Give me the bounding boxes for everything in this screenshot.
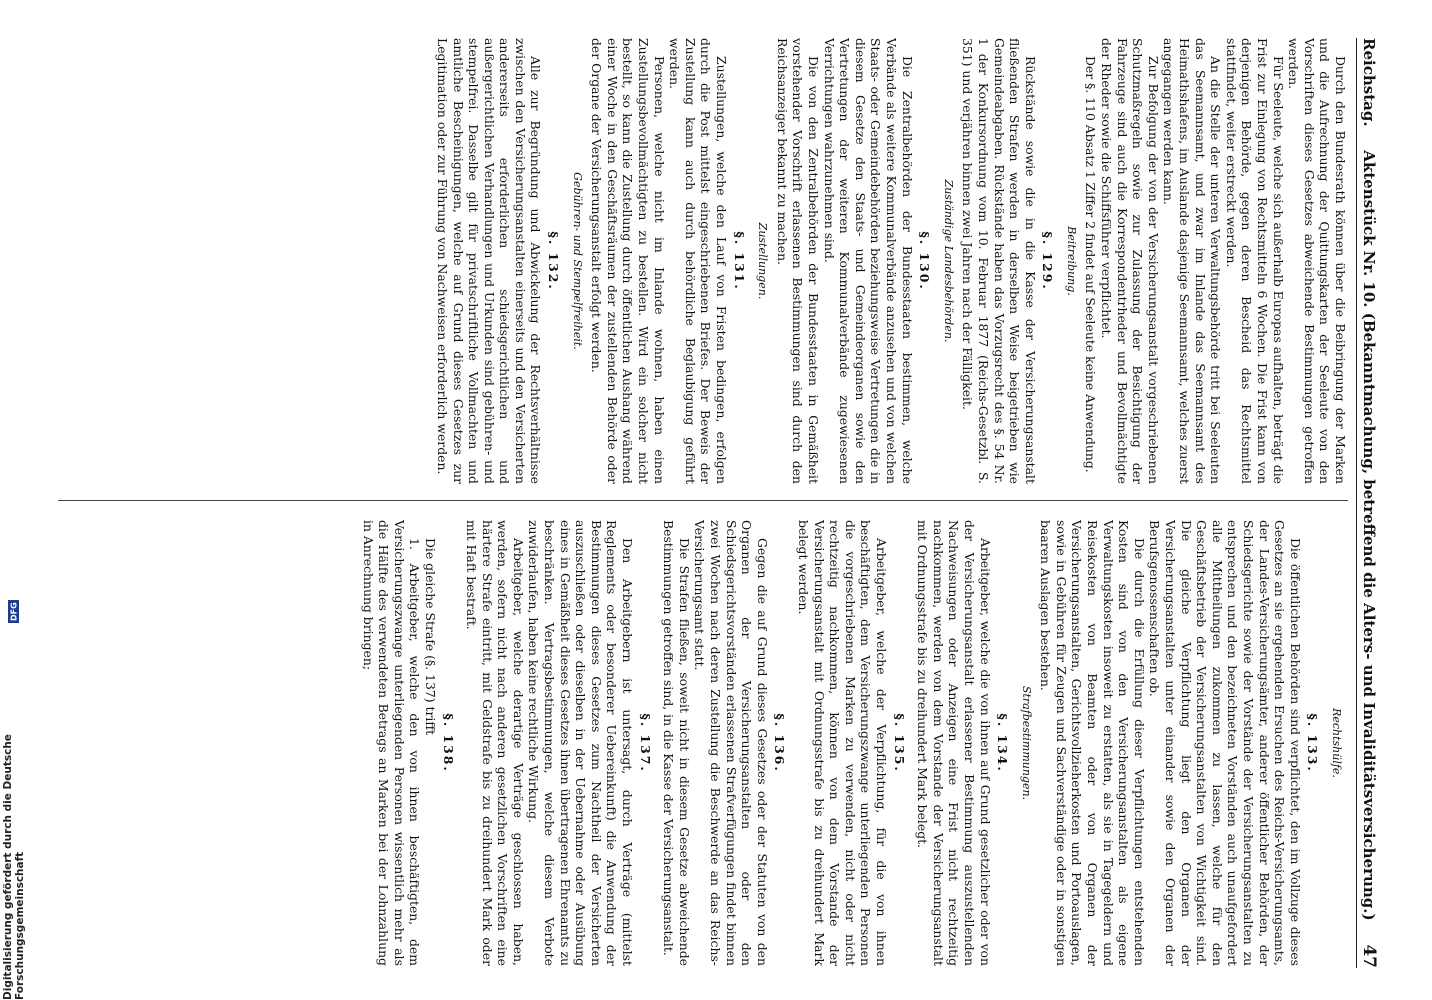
paragraph: Den Arbeitgebern ist untersagt, durch Verträge (mittelst Reglements oder besonderer Uebereinkunft) die Anwendung der Bestimmungen dieses Gesetzes zum Nachtheil der Versicherten auszuschließen oder dieselben in der Uebernahme oder Ausübung eines in Gemäßheit dieses Gesetzes ihnen übertragenen Ehrenamts zu beschränken. Vertragsbestimmungen, welche diesem Verbote zuwiderlaufen, haben keine rechtliche Wirkung. xyxy=(526,520,636,966)
section-heading: §. 131. xyxy=(731,231,747,291)
section-heading: §. 130. xyxy=(917,231,933,291)
paragraph: An die Stelle der unteren Verwaltungsbehörde tritt bei Seeleuten das Seemannsamt, und zwar im Inlande das Seemannsamt des Heimathshafens, im Auslande dasjenige Seemannsamt, welches zuerst angegangen werden kann. xyxy=(1161,38,1224,484)
section-heading: §. 129. xyxy=(1040,231,1056,291)
section-heading: §. 132. xyxy=(546,231,562,291)
paragraph: Der §. 110 Absatz 1 Ziffer 2 findet auf Seeleute keine Anwendung. xyxy=(1083,56,1099,473)
page-number: 47 xyxy=(1358,944,1379,968)
paragraph: Die durch die Erfüllung dieser Verpflichtungen entstehenden Kosten sind von den Versicherungsanstalten als eigene Verwaltungskosten insoweit zu erstatten, als sie in Tagegeldern und Reisekosten von Beamten oder von Organen der Versicherungsanstalten, Gerichtsvollzieherkosten und Portoauslagen, sowie in Gebühren für Zeugen und Sachverständige oder in sonstigen baaren Auslagen bestehen. xyxy=(1038,520,1147,966)
paragraph: Die öffentlichen Behörden sind verpflichtet, den im Vollzuge dieses Gesetzes an sie ergehenden Ersuchen des Reichs-Versicherungsamts, der Landes-Versicherungsämter, anderer öffentlicher Behörden, der Schiedsgerichte sowie der Vorstände der Versicherungsanstalten zu entsprechen und den bezeichneten Vorständen auch unaufgefordert alle Mittheilungen zukommen zu lassen, welche für den Geschäftsbetrieb der Versicherungsanstalten von Wichtigkeit sind. Die gleiche Verpflichtung liegt den Organen der Versicherungsanstalten unter einander sowie den Organen der Berufsgenossenschaften ob. xyxy=(1147,520,1303,966)
header-title: Aktenstück Nr. 10. (Bekanntmachung, betreffend die Alters- und Invaliditätsversicherung.) xyxy=(1359,150,1378,921)
dfg-logo: DFG xyxy=(9,602,19,621)
section-heading: §. 135. xyxy=(891,713,907,773)
paragraph: Personen, welche nicht im Inlande wohnen, haben einen Zustellungsbevollmächtigten zu bestellen. Wird ein solcher nicht bestellt, so kann die Zustellung durch öffentlichen Aushang während einer Woche in den Geschäftsräumen der zustellenden Behörde oder der Organe der Versicherungsanstalt erfolgt werden. xyxy=(589,38,667,484)
section-caption: Zustellungen. xyxy=(756,222,770,300)
section-heading: §. 137. xyxy=(637,713,653,773)
paragraph: Arbeitgeber, welche der Verpflichtung, für die von ihnen beschäftigten, dem Versicherungszwange unterliegenden Personen die vorgeschriebenen Marken zu verwenden, nicht oder nicht rechtzeitig nachkommen, können von dem Vorstande der Versicherungsanstalt mit Ordnungsstrafe bis zu dreihundert Mark belegt werden. xyxy=(796,520,889,966)
digitization-credit xyxy=(2,600,26,1000)
section-heading: §. 138. xyxy=(440,713,456,773)
paragraph: Für Seeleute, welche sich außerhalb Europas aufhalten, beträgt die Frist zur Einlegung von Rechtsmitteln 6 Wochen. Die Frist kann von derjenigen Behörde, gegen deren Bescheid das Rechtsmittel stattfindet, weiter erstreckt werden. xyxy=(1223,38,1286,484)
paragraph: Arbeitgeber, welche die von ihnen auf Grund gesetzlicher oder von der Versicherungsanstalt erlassener Bestimmung auszustellenden Nachweisungen oder Anzeigen eine Frist nicht rechtzeitig nachkommen, werden von dem Vorstande der Versicherungsanstalt mit Ordnungsstrafe bis zu dreihundert Mark belegt. xyxy=(915,520,993,966)
header-left: Reichstag. xyxy=(1359,38,1378,127)
page-header xyxy=(1356,38,1384,968)
paragraph: Die Strafen fließen, soweit nicht in diesem Gesetze abweichende Bestimmungen getroffen sind, in die Kasse der Versicherungsanstalt. xyxy=(661,520,692,966)
section-heading: §. 134. xyxy=(995,713,1011,773)
section-caption: Zuständige Landesbehörden. xyxy=(941,179,955,343)
paragraph: Die Zentralbehörden der Bundesstaaten bestimmen, welche Verbände als weitere Kommunalverbände anzusehen und von welchen Staats- oder Gemeindebehörden beziehungsweise Vertretungen die in diesem Gesetze den Staats- und Gemeindeorganen sowie den Vertretungen der weiteren Kommunalverbände zugewiesenen Verrichtungen wahrzunehmen sind. xyxy=(821,38,915,484)
paragraph: Gegen die auf Grund dieses Gesetzes oder der Statuten von den Organen der Versicherungsanstalten oder den Schiedsgerichtsvorständen erlassenen Strafverfügungen findet binnen zwei Wochen nach deren Zustellung die Beschwerde an das Reichs-Versicherungsamt statt. xyxy=(692,520,770,966)
paragraph: Zustellungen, welche den Lauf von Fristen bedingen, erfolgen durch die Post mittelst eingeschriebenen Briefes. Der Beweis der Zustellung kann auch durch behördliche Beglaubigung geführt werden. xyxy=(667,38,730,484)
paragraph: Arbeitgeber, welche derartige Verträge geschlossen haben, werden, sofern nicht nach anderen gesetzlichen Vorschriften eine härtere Strafe eintritt, mit Geldstrafe bis zu dreihundert Mark oder mit Haft bestraft. xyxy=(464,520,526,966)
paragraph: Alle zur Begründung und Abwickelung der Rechtsverhältnisse zwischen den Versicherungsanstalten einerseits und den Versicherten andererseits erforderlichen schiedsgerichtlichen und außergerichtlichen Verhandlungen und Urkunden sind gebühren- und stempelfrei. Dasselbe gilt für privatschriftliche Vollmachten und amtliche Bescheinigungen, welche auf Grund dieses Gesetzes zur Legitimation oder zur Führung von Nachweisen erforderlich werden. xyxy=(434,38,544,484)
paragraph: Durch den Bundesrath können über die Beibringung der Marken und die Aufrechnung der Quittungskarten der Seeleute von den Vorschriften dieses Gesetzes abweichende Bestimmungen getroffen werden. xyxy=(1286,38,1348,484)
section-caption: Strafbestimmungen. xyxy=(1019,685,1033,801)
credit-text: Digitalisierung gefördert durch die Deutsche Forschungsgemeinschaft xyxy=(2,734,26,1000)
section-caption: Beitreibung. xyxy=(1064,226,1078,296)
section-caption: Rechtshülfe. xyxy=(1330,708,1343,778)
section-caption: Gebühren- und Stempelfreiheit. xyxy=(570,172,584,350)
section-heading: §. 136. xyxy=(772,713,788,773)
column-divider xyxy=(58,500,1348,501)
left-column xyxy=(58,38,1348,484)
paragraph: Die von den Zentralbehörden der Bundesstaaten in Gemäßheit vorstehender Vorschrift erlassenen Bestimmungen sind durch den Reichsanzeiger bekannt zu machen. xyxy=(774,38,821,484)
rotated-page xyxy=(40,20,1400,980)
right-column xyxy=(58,520,1348,966)
paragraph: Die gleiche Strafe (§. 137) trifft xyxy=(422,538,438,736)
paragraph: Rückstände sowie die in die Kasse der Versicherungsanstalt fließenden Strafen werden in derselben Weise beigetrieben wie Gemeindeabgaben. Rückstände haben das Vorzugsrecht des §. 54 Nr. 1 der Konkursordnung vom 10. Februar 1877 (Reichs-Gesetzbl. S. 351) und verjähren binnen zwei Jahren nach der Fälligkeit. xyxy=(960,38,1038,484)
list-item: 1. Arbeitgeber, welche den von ihnen beschäftigten, dem Versicherungszwange unterliegenden Personen wissentlich mehr als die Hälfte des verwendeten Betrags an Marken bei der Lohnzahlung in Anrechnung bringen; xyxy=(360,520,423,966)
paragraph: Zur Befolgung der von der Versicherungsanstalt vorgeschriebenen Schutzmaßregeln sowie zur Zulassung der Besichtigung der Fahrzeuge sind auch die Korrespondentrheder und Bevollmächtigte der Rheder sowie die Schiffsführer verpflichtet. xyxy=(1099,38,1161,484)
section-heading: §. 133. xyxy=(1305,713,1321,773)
